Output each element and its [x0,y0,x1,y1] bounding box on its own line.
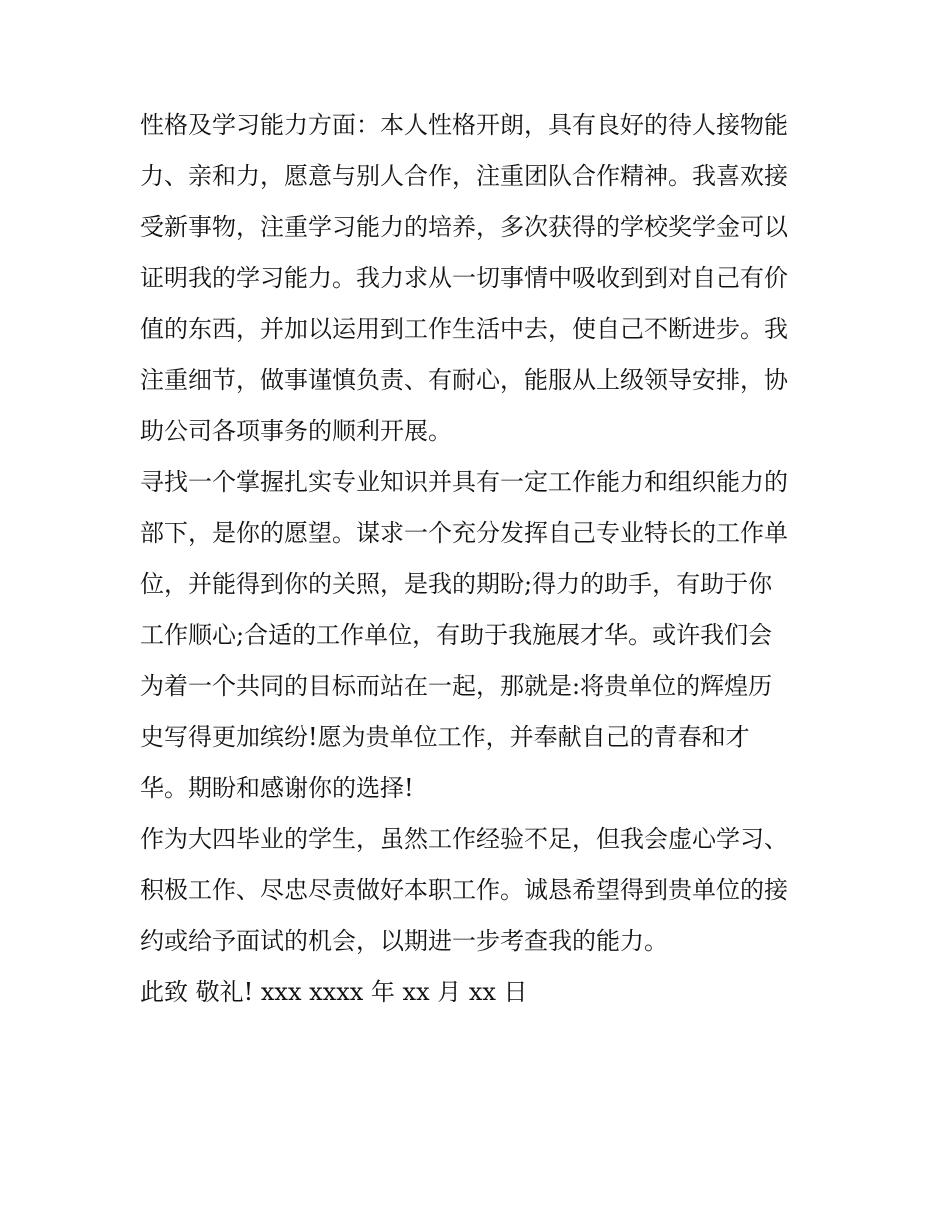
text-line: 助公司各项事务的顺利开展。 [140,417,452,445]
text-line: 为着一个共同的目标而站在一起，那就是:将贵单位的辉煌历 [140,672,773,700]
text-line: 华。期盼和感谢你的选择! [140,774,414,802]
text-line: 力、亲和力，愿意与别人合作，注重团队合作精神。我喜欢接 [140,162,788,190]
text-line: 性格及学习能力方面：本人性格开朗，具有良好的待人接物能 [140,111,788,139]
text-line: 证明我的学习能力。我力求从一切事情中吸收到到对自己有价 [140,264,788,292]
text-line: 值的东西，并加以运用到工作生活中去，使自己不断进步。我 [140,315,788,343]
text-line: 工作顺心;合适的工作单位，有助于我施展才华。或许我们会 [140,621,773,649]
text-line: 寻找一个掌握扎实专业知识并具有一定工作能力和组织能力的 [140,468,788,496]
closing-line: 此致 敬礼! xxx xxxx 年 xx 月 xx 日 [140,978,528,1006]
text-line: 部下，是你的愿望。谋求一个充分发挥自己专业特长的工作单 [140,519,788,547]
text-line: 受新事物，注重学习能力的培养，多次获得的学校奖学金可以 [140,213,788,241]
text-line: 位，并能得到你的关照，是我的期盼;得力的助手，有助于你 [140,570,773,598]
text-line: 积极工作、尽忠尽责做好本职工作。诚恳希望得到贵单位的接 [140,876,788,904]
text-line: 作为大四毕业的学生，虽然工作经验不足，但我会虚心学习、 [140,825,788,853]
text-line: 史写得更加缤纷!愿为贵单位工作，并奉献自己的青春和才 [140,723,750,751]
text-line: 约或给予面试的机会，以期进一步考查我的能力。 [140,927,668,955]
text-line: 注重细节，做事谨慎负责、有耐心，能服从上级领导安排，协 [140,366,788,394]
letter-body [140,100,820,1018]
